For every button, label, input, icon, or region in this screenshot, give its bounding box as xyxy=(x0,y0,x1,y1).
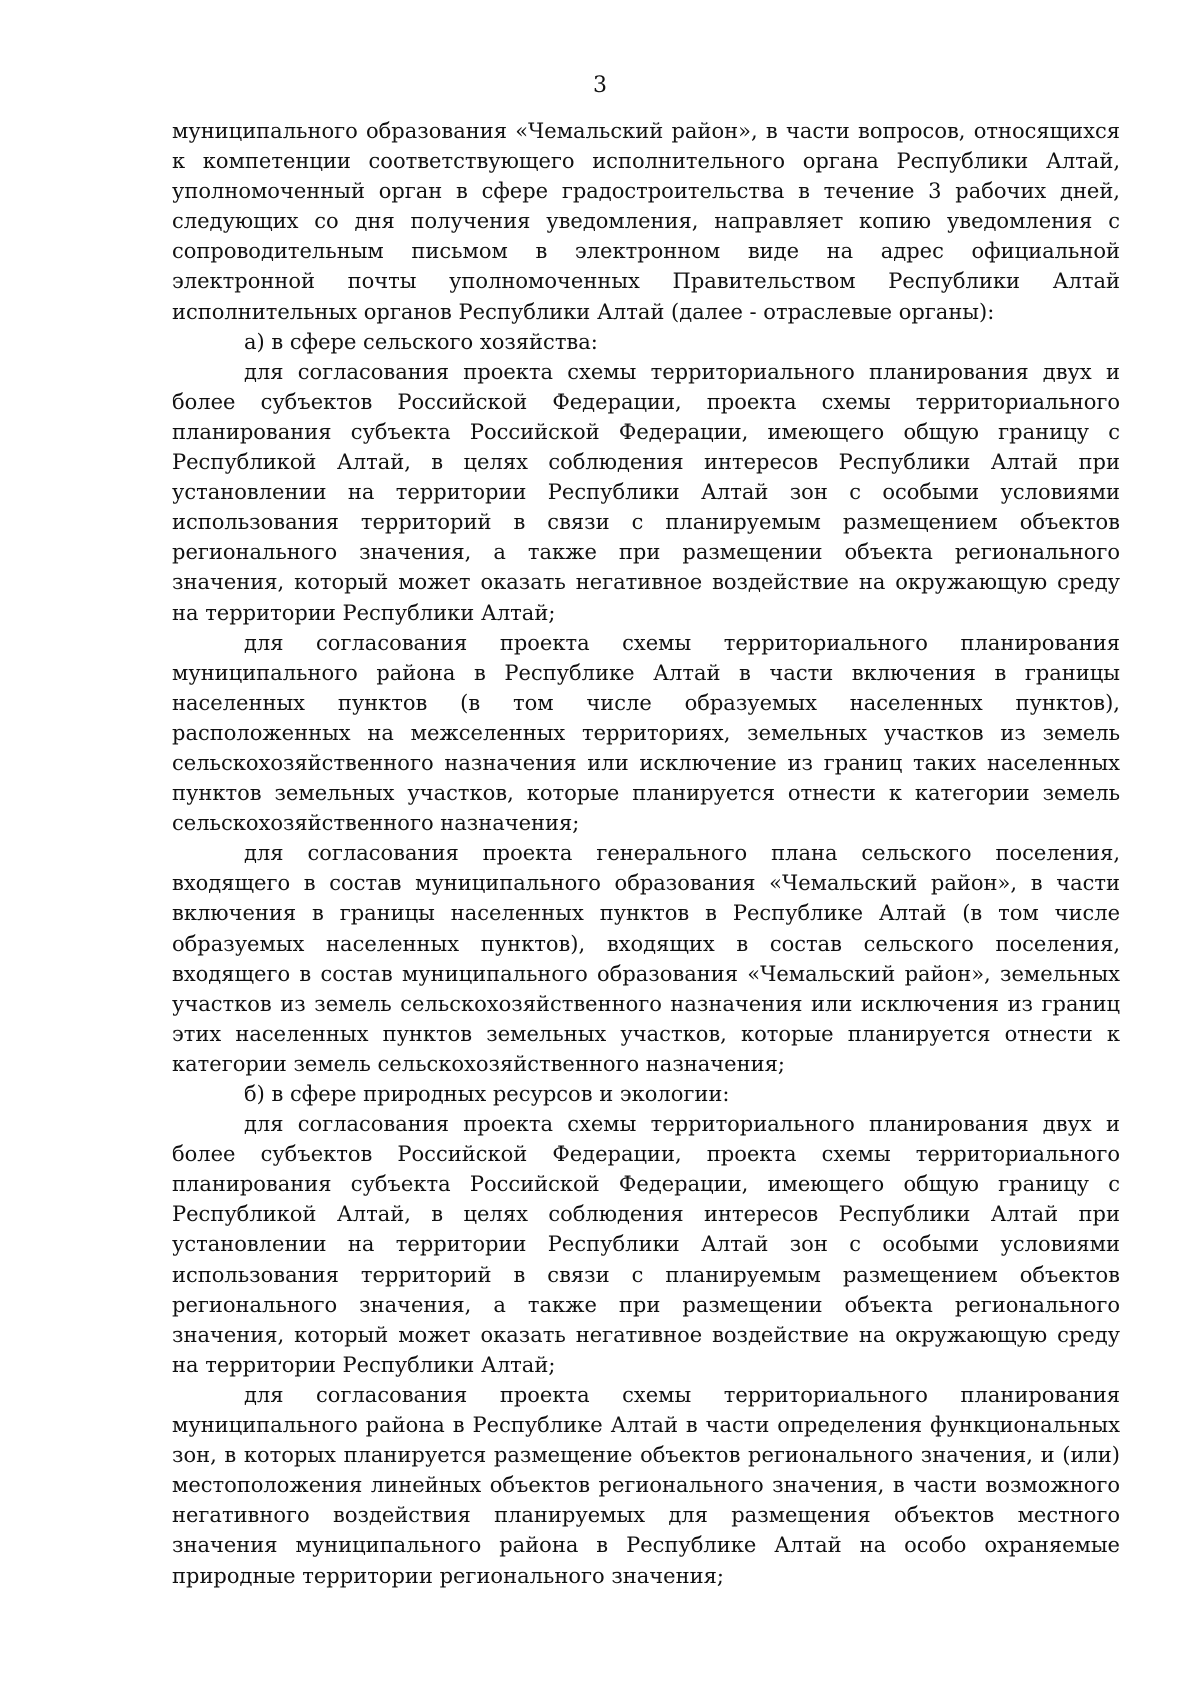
document-body xyxy=(172,116,1120,1591)
paragraph-intro: муниципального образования «Чемальский район», в части вопросов, относящихся к компетенции соответствующего исполнительного органа Республики Алтай, уполномоченный орган в сфере градостроительства в течение 3 рабочих дней, следующих со дня получения уведомления, направляет копию уведомления с сопроводительным письмом в электронном виде на адрес официальной электронной почты уполномоченных Правительством Республики Алтай исполнительных органов Республики Алтай (далее - отраслевые органы): xyxy=(172,119,1120,324)
paragraph-ecology-item-1: для согласования проекта схемы территориального планирования двух и более субъектов Российской Федерации, проекта схемы территориального планирования субъекта Российской Федерации, имеющего общую границу с Республикой Алтай, в целях соблюдения интересов Республики Алтай при установлении на территории Республики Алтай зон с особыми условиями использования территорий в связи с планируемым размещением объектов регионального значения, а также при размещении объекта регионального значения, который может оказать негативное воздействие на окружающую среду на территории Республики Алтай; xyxy=(172,1112,1120,1377)
paragraph-agriculture-heading: а) в сфере сельского хозяйства: xyxy=(244,329,598,354)
page-number: 3 xyxy=(593,73,607,98)
paragraph-ecology-item-2: для согласования проекта схемы территориального планирования муниципального района в Республике Алтай в части определения функциональных зон, в которых планируется размещение объектов регионального значения, и (или) местоположения линейных объектов регионального значения, в части возможного негативного воздействия планируемых для размещения объектов местного значения муниципального района в Республике Алтай на особо охраняемые природные территории регионального значения; xyxy=(172,1382,1120,1588)
paragraph-agriculture-item-1: для согласования проекта схемы территориального планирования двух и более субъектов Российской Федерации, проекта схемы территориального планирования субъекта Российской Федерации, имеющего общую границу с Республикой Алтай, в целях соблюдения интересов Республики Алтай при установлении на территории Республики Алтай зон с особыми условиями использования территорий в связи с планируемым размещением объектов регионального значения, а также при размещении объекта регионального значения, который может оказать негативное воздействие на окружающую среду на территории Республики Алтай; xyxy=(172,359,1120,625)
paragraph-ecology-heading: б) в сфере природных ресурсов и экологии: xyxy=(244,1082,730,1106)
paragraph-agriculture-item-3: для согласования проекта генерального плана сельского поселения, входящего в состав муниципального образования «Чемальский район», в части включения в границы населенных пунктов в Республике Алтай (в том числе образуемых населенных пунктов), входящих в состав сельского поселения, входящего в состав муниципального образования «Чемальский район», земельных участков из земель сельскохозяйственного назначения или исключения из границ этих населенных пунктов земельных участков, которые планируется отнести к категории земель сельскохозяйственного назначения; xyxy=(172,841,1120,1076)
paragraph-agriculture-item-2: для согласования проекта схемы территориального планирования муниципального района в Республике Алтай в части включения в границы населенных пунктов (в том числе образуемых населенных пунктов), расположенных на межселенных территориях, земельных участков из земель сельскохозяйственного назначения или исключение из границ таких населенных пунктов земельных участков, которые планируется отнести к категории земель сельскохозяйственного назначения; xyxy=(172,630,1120,836)
